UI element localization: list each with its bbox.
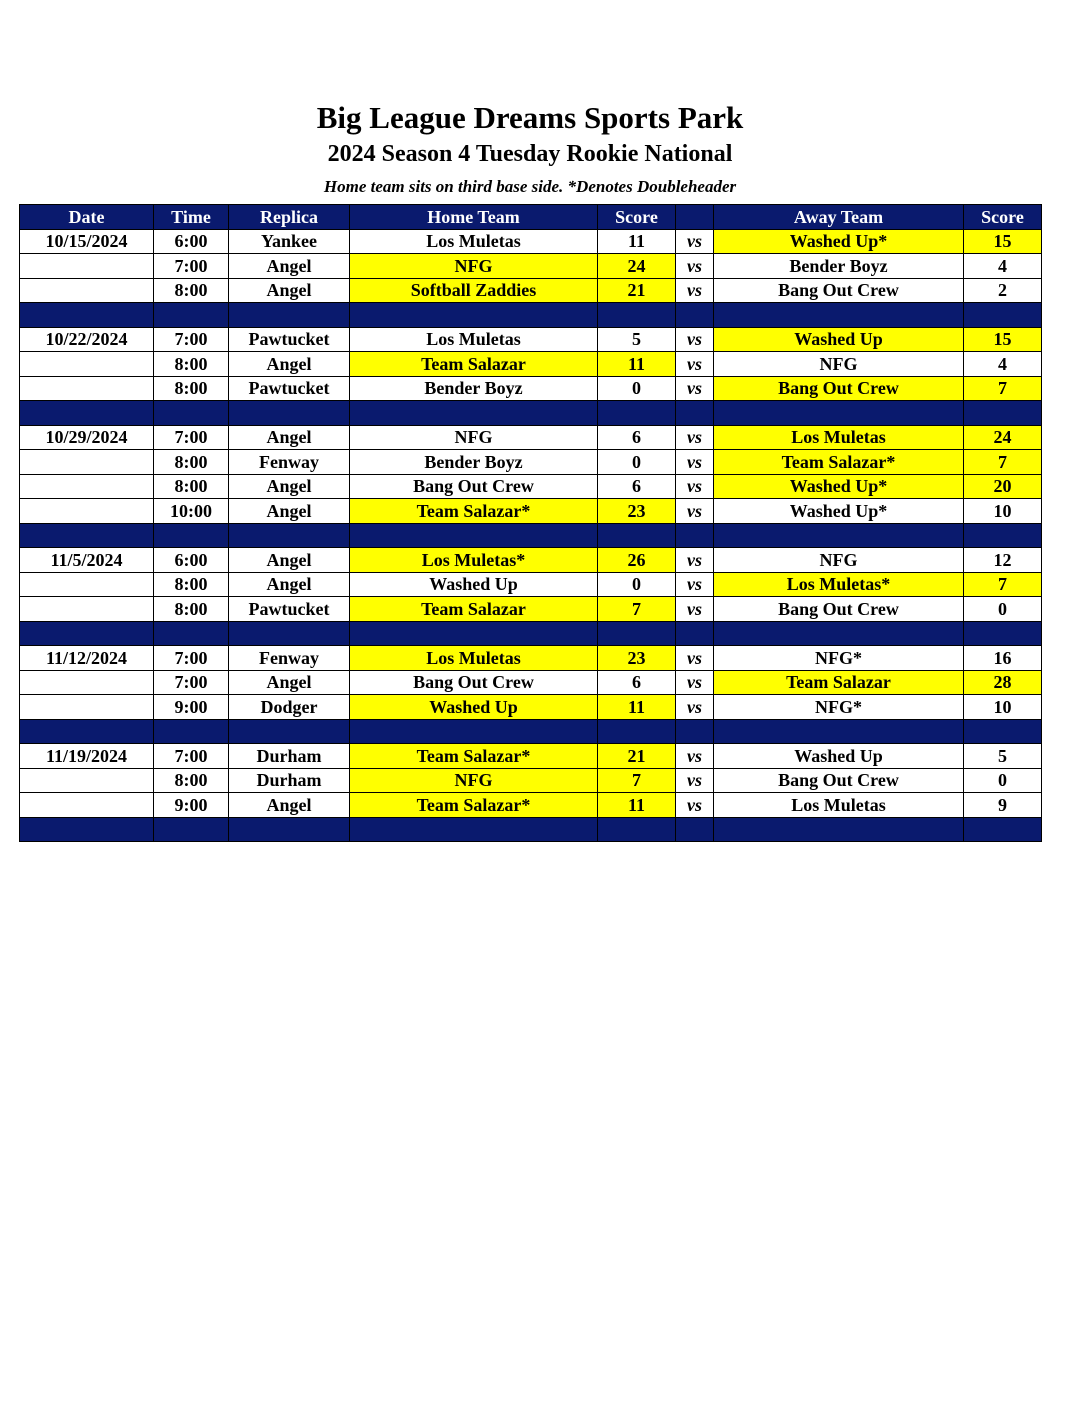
away-team-cell: Washed Up* xyxy=(714,474,964,499)
replica-cell: Pawtucket xyxy=(229,597,350,622)
separator-cell xyxy=(714,401,964,426)
game-row xyxy=(20,597,1042,622)
separator-cell xyxy=(676,719,714,744)
home-score-cell: 5 xyxy=(598,327,676,352)
separator-cell xyxy=(229,401,350,426)
col-home-team: Home Team xyxy=(350,205,598,230)
home-team-cell: Los Muletas xyxy=(350,229,598,254)
date-cell: 11/19/2024 xyxy=(20,744,154,769)
vs-cell: vs xyxy=(676,425,714,450)
separator-cell xyxy=(598,303,676,328)
away-team-cell: Bang Out Crew xyxy=(714,768,964,793)
separator-cell xyxy=(20,621,154,646)
game-row xyxy=(20,793,1042,818)
separator-cell xyxy=(598,621,676,646)
vs-cell: vs xyxy=(676,670,714,695)
home-team-cell: Team Salazar xyxy=(350,597,598,622)
time-cell: 8:00 xyxy=(154,376,229,401)
time-cell: 6:00 xyxy=(154,229,229,254)
away-team-cell: NFG* xyxy=(714,695,964,720)
game-row xyxy=(20,474,1042,499)
away-team-cell: Team Salazar xyxy=(714,670,964,695)
vs-cell: vs xyxy=(676,572,714,597)
replica-cell: Durham xyxy=(229,744,350,769)
home-score-cell: 6 xyxy=(598,474,676,499)
away-team-cell: Washed Up xyxy=(714,744,964,769)
away-score-cell: 0 xyxy=(964,768,1042,793)
schedule-note: Home team sits on third base side. *Denotes Doubleheader xyxy=(323,177,737,196)
time-cell: 6:00 xyxy=(154,548,229,573)
col-time: Time xyxy=(154,205,229,230)
game-row xyxy=(20,499,1042,524)
home-team-cell: Bang Out Crew xyxy=(350,474,598,499)
week-separator-row xyxy=(20,523,1042,548)
vs-cell: vs xyxy=(676,744,714,769)
vs-cell: vs xyxy=(676,499,714,524)
home-score-cell: 0 xyxy=(598,376,676,401)
home-score-cell: 0 xyxy=(598,450,676,475)
date-cell xyxy=(20,278,154,303)
date-cell xyxy=(20,670,154,695)
date-cell xyxy=(20,768,154,793)
home-score-cell: 23 xyxy=(598,499,676,524)
home-team-cell: Bang Out Crew xyxy=(350,670,598,695)
separator-cell xyxy=(350,523,598,548)
time-cell: 7:00 xyxy=(154,670,229,695)
replica-cell: Yankee xyxy=(229,229,350,254)
away-team-cell: Washed Up xyxy=(714,327,964,352)
away-team-cell: Los Muletas* xyxy=(714,572,964,597)
replica-cell: Angel xyxy=(229,254,350,279)
home-score-cell: 11 xyxy=(598,695,676,720)
game-row xyxy=(20,768,1042,793)
separator-cell xyxy=(154,401,229,426)
replica-cell: Fenway xyxy=(229,646,350,671)
separator-cell xyxy=(598,401,676,426)
date-cell: 11/5/2024 xyxy=(20,548,154,573)
home-team-cell: NFG xyxy=(350,254,598,279)
col-replica: Replica xyxy=(229,205,350,230)
time-cell: 8:00 xyxy=(154,474,229,499)
date-cell xyxy=(20,450,154,475)
home-team-cell: Los Muletas* xyxy=(350,548,598,573)
separator-cell xyxy=(20,303,154,328)
separator-cell xyxy=(964,401,1042,426)
separator-cell xyxy=(154,523,229,548)
separator-cell xyxy=(598,719,676,744)
time-cell: 10:00 xyxy=(154,499,229,524)
separator-cell xyxy=(676,523,714,548)
game-row xyxy=(20,572,1042,597)
separator-cell xyxy=(964,523,1042,548)
away-score-cell: 7 xyxy=(964,572,1042,597)
vs-cell: vs xyxy=(676,793,714,818)
home-team-cell: Softball Zaddies xyxy=(350,278,598,303)
home-score-cell: 6 xyxy=(598,670,676,695)
game-row xyxy=(20,425,1042,450)
away-team-cell: Los Muletas xyxy=(714,425,964,450)
replica-cell: Angel xyxy=(229,352,350,377)
away-team-cell: Washed Up* xyxy=(714,499,964,524)
separator-cell xyxy=(598,523,676,548)
date-cell: 10/29/2024 xyxy=(20,425,154,450)
time-cell: 8:00 xyxy=(154,278,229,303)
separator-cell xyxy=(714,719,964,744)
separator-cell xyxy=(964,719,1042,744)
replica-cell: Fenway xyxy=(229,450,350,475)
away-team-cell: Bang Out Crew xyxy=(714,278,964,303)
away-score-cell: 15 xyxy=(964,327,1042,352)
time-cell: 8:00 xyxy=(154,768,229,793)
away-score-cell: 9 xyxy=(964,793,1042,818)
home-team-cell: NFG xyxy=(350,425,598,450)
separator-cell xyxy=(350,621,598,646)
home-score-cell: 7 xyxy=(598,768,676,793)
col-away-team: Away Team xyxy=(714,205,964,230)
home-team-cell: Bender Boyz xyxy=(350,376,598,401)
home-score-cell: 21 xyxy=(598,278,676,303)
game-row xyxy=(20,229,1042,254)
game-row xyxy=(20,744,1042,769)
home-score-cell: 11 xyxy=(598,793,676,818)
away-score-cell: 7 xyxy=(964,450,1042,475)
away-score-cell: 10 xyxy=(964,499,1042,524)
vs-cell: vs xyxy=(676,376,714,401)
separator-cell xyxy=(229,621,350,646)
separator-cell xyxy=(676,401,714,426)
time-cell: 9:00 xyxy=(154,695,229,720)
away-team-cell: Washed Up* xyxy=(714,229,964,254)
col-date: Date xyxy=(20,205,154,230)
home-score-cell: 24 xyxy=(598,254,676,279)
away-team-cell: Los Muletas xyxy=(714,793,964,818)
replica-cell: Pawtucket xyxy=(229,327,350,352)
separator-cell xyxy=(350,719,598,744)
separator-cell xyxy=(676,303,714,328)
separator-cell xyxy=(20,523,154,548)
week-separator-row xyxy=(20,817,1042,842)
date-cell xyxy=(20,376,154,401)
date-cell xyxy=(20,474,154,499)
date-cell xyxy=(20,695,154,720)
separator-cell xyxy=(154,621,229,646)
time-cell: 8:00 xyxy=(154,597,229,622)
vs-cell: vs xyxy=(676,278,714,303)
home-team-cell: Team Salazar* xyxy=(350,793,598,818)
col-home-score: Score xyxy=(598,205,676,230)
week-separator-row xyxy=(20,621,1042,646)
date-cell xyxy=(20,254,154,279)
away-score-cell: 7 xyxy=(964,376,1042,401)
home-score-cell: 26 xyxy=(598,548,676,573)
home-team-cell: NFG xyxy=(350,768,598,793)
vs-cell: vs xyxy=(676,352,714,377)
away-score-cell: 12 xyxy=(964,548,1042,573)
vs-cell: vs xyxy=(676,695,714,720)
away-team-cell: Team Salazar* xyxy=(714,450,964,475)
away-score-cell: 5 xyxy=(964,744,1042,769)
home-team-cell: Bender Boyz xyxy=(350,450,598,475)
separator-cell xyxy=(229,817,350,842)
away-score-cell: 2 xyxy=(964,278,1042,303)
time-cell: 7:00 xyxy=(154,254,229,279)
vs-cell: vs xyxy=(676,254,714,279)
away-score-cell: 28 xyxy=(964,670,1042,695)
game-row xyxy=(20,278,1042,303)
away-score-cell: 4 xyxy=(964,352,1042,377)
game-row xyxy=(20,670,1042,695)
away-score-cell: 24 xyxy=(964,425,1042,450)
replica-cell: Angel xyxy=(229,793,350,818)
separator-cell xyxy=(20,719,154,744)
separator-cell xyxy=(229,303,350,328)
home-score-cell: 11 xyxy=(598,229,676,254)
game-row xyxy=(20,695,1042,720)
page-title: Big League Dreams Sports Park xyxy=(316,100,744,135)
away-score-cell: 16 xyxy=(964,646,1042,671)
home-score-cell: 23 xyxy=(598,646,676,671)
replica-cell: Angel xyxy=(229,278,350,303)
replica-cell: Angel xyxy=(229,670,350,695)
home-score-cell: 7 xyxy=(598,597,676,622)
game-row xyxy=(20,646,1042,671)
week-separator-row xyxy=(20,401,1042,426)
date-cell: 10/15/2024 xyxy=(20,229,154,254)
game-row xyxy=(20,548,1042,573)
week-separator-row xyxy=(20,303,1042,328)
vs-cell: vs xyxy=(676,450,714,475)
separator-cell xyxy=(714,303,964,328)
separator-cell xyxy=(154,719,229,744)
time-cell: 9:00 xyxy=(154,793,229,818)
replica-cell: Angel xyxy=(229,425,350,450)
home-score-cell: 6 xyxy=(598,425,676,450)
away-score-cell: 10 xyxy=(964,695,1042,720)
separator-cell xyxy=(714,621,964,646)
date-cell xyxy=(20,499,154,524)
game-row xyxy=(20,450,1042,475)
replica-cell: Durham xyxy=(229,768,350,793)
home-score-cell: 0 xyxy=(598,572,676,597)
vs-cell: vs xyxy=(676,548,714,573)
separator-cell xyxy=(964,621,1042,646)
vs-cell: vs xyxy=(676,474,714,499)
game-row xyxy=(20,352,1042,377)
week-separator-row xyxy=(20,719,1042,744)
home-score-cell: 21 xyxy=(598,744,676,769)
vs-cell: vs xyxy=(676,327,714,352)
col-away-score: Score xyxy=(964,205,1042,230)
home-score-cell: 11 xyxy=(598,352,676,377)
away-score-cell: 4 xyxy=(964,254,1042,279)
replica-cell: Angel xyxy=(229,572,350,597)
replica-cell: Pawtucket xyxy=(229,376,350,401)
away-team-cell: Bender Boyz xyxy=(714,254,964,279)
date-cell xyxy=(20,597,154,622)
separator-cell xyxy=(350,401,598,426)
separator-cell xyxy=(229,523,350,548)
page-subtitle: 2024 Season 4 Tuesday Rookie National xyxy=(327,141,733,167)
separator-cell xyxy=(20,817,154,842)
header-row xyxy=(20,205,1042,230)
home-team-cell: Washed Up xyxy=(350,572,598,597)
time-cell: 7:00 xyxy=(154,744,229,769)
separator-cell xyxy=(20,401,154,426)
col-vs xyxy=(676,205,714,230)
time-cell: 8:00 xyxy=(154,450,229,475)
home-team-cell: Los Muletas xyxy=(350,646,598,671)
away-team-cell: NFG xyxy=(714,352,964,377)
time-cell: 7:00 xyxy=(154,425,229,450)
date-cell xyxy=(20,793,154,818)
time-cell: 8:00 xyxy=(154,352,229,377)
date-cell: 11/12/2024 xyxy=(20,646,154,671)
game-row xyxy=(20,376,1042,401)
separator-cell xyxy=(714,817,964,842)
separator-cell xyxy=(154,303,229,328)
date-cell xyxy=(20,572,154,597)
time-cell: 7:00 xyxy=(154,646,229,671)
game-row xyxy=(20,327,1042,352)
away-score-cell: 15 xyxy=(964,229,1042,254)
home-team-cell: Team Salazar* xyxy=(350,499,598,524)
separator-cell xyxy=(229,719,350,744)
vs-cell: vs xyxy=(676,646,714,671)
schedule-body xyxy=(20,229,1042,842)
vs-cell: vs xyxy=(676,597,714,622)
vs-cell: vs xyxy=(676,229,714,254)
away-team-cell: NFG* xyxy=(714,646,964,671)
replica-cell: Angel xyxy=(229,548,350,573)
schedule-table xyxy=(19,204,1042,842)
replica-cell: Angel xyxy=(229,499,350,524)
separator-cell xyxy=(154,817,229,842)
time-cell: 7:00 xyxy=(154,327,229,352)
separator-cell xyxy=(676,817,714,842)
home-team-cell: Team Salazar* xyxy=(350,744,598,769)
home-team-cell: Team Salazar xyxy=(350,352,598,377)
game-row xyxy=(20,254,1042,279)
replica-cell: Dodger xyxy=(229,695,350,720)
home-team-cell: Los Muletas xyxy=(350,327,598,352)
vs-cell: vs xyxy=(676,768,714,793)
time-cell: 8:00 xyxy=(154,572,229,597)
separator-cell xyxy=(676,621,714,646)
separator-cell xyxy=(964,817,1042,842)
separator-cell xyxy=(598,817,676,842)
away-score-cell: 20 xyxy=(964,474,1042,499)
separator-cell xyxy=(964,303,1042,328)
away-team-cell: NFG xyxy=(714,548,964,573)
date-cell xyxy=(20,352,154,377)
separator-cell xyxy=(714,523,964,548)
separator-cell xyxy=(350,303,598,328)
away-score-cell: 0 xyxy=(964,597,1042,622)
home-team-cell: Washed Up xyxy=(350,695,598,720)
separator-cell xyxy=(350,817,598,842)
away-team-cell: Bang Out Crew xyxy=(714,597,964,622)
away-team-cell: Bang Out Crew xyxy=(714,376,964,401)
date-cell: 10/22/2024 xyxy=(20,327,154,352)
replica-cell: Angel xyxy=(229,474,350,499)
